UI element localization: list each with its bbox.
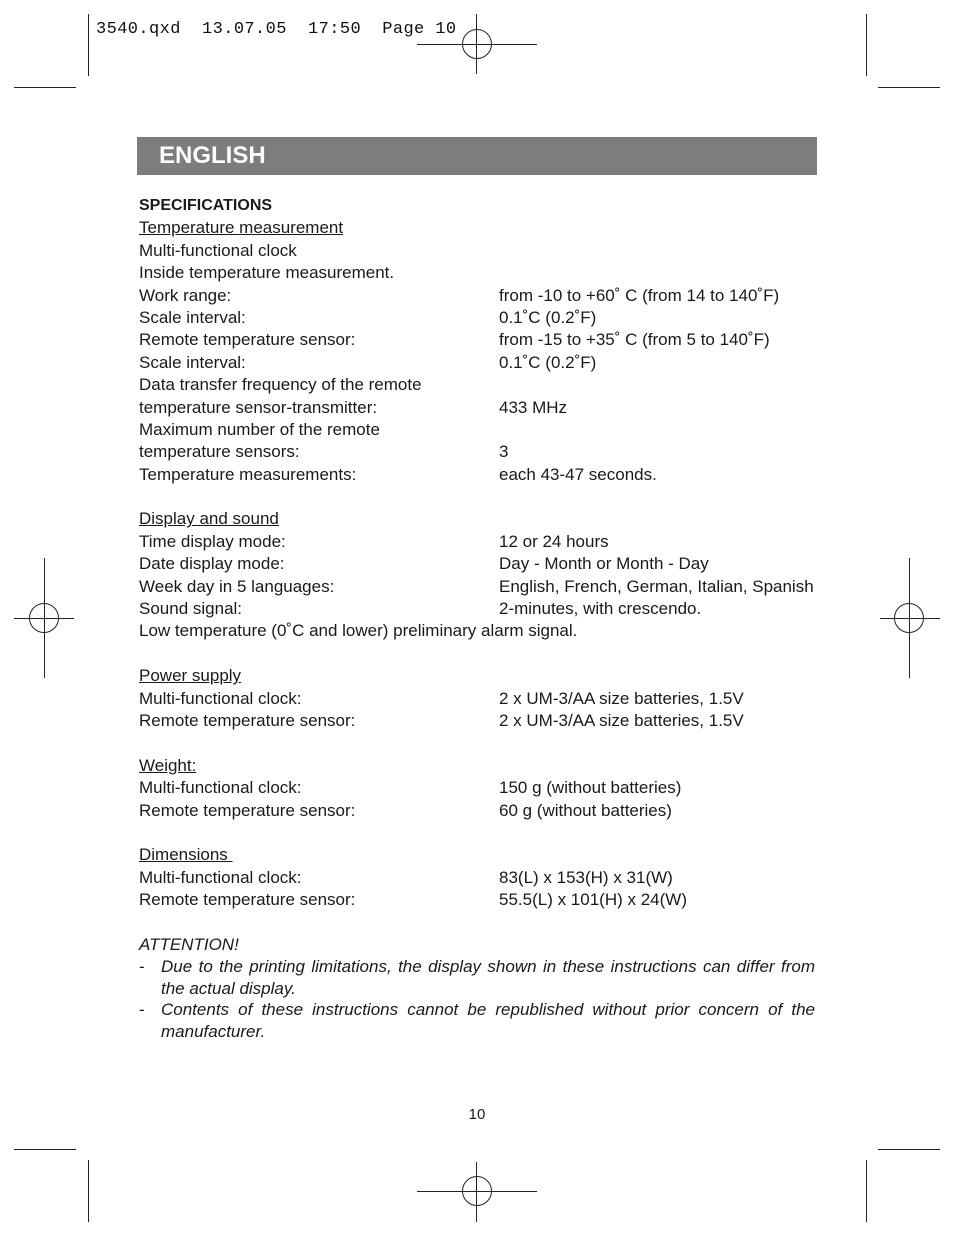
display-heading: Display and sound [139,509,279,529]
temperature-intro: Multi-functional clock [139,240,297,260]
print-slug: 3540.qxd 13.07.05 17:50 Page 10 [96,20,457,39]
spec-label: Remote temperature sensor: [139,330,356,350]
spec-value: 12 or 24 hours [499,531,609,551]
language-banner [137,137,817,175]
spec-row [139,329,815,351]
spec-label: temperature sensor-transmitter: [139,397,378,417]
spec-row [139,352,815,374]
spec-value: 433 MHz [499,397,568,417]
attention-title: ATTENTION! [139,934,239,954]
spec-label: Week day in 5 languages: [139,576,335,596]
spec-row [139,710,815,732]
power-heading: Power supply [139,666,242,686]
spec-label: temperature sensors: [139,442,300,462]
spec-row [139,867,815,889]
spec-value: 2 x UM-3/AA size batteries, 1.5V [499,710,744,730]
spec-label: Scale interval: [139,307,246,327]
spec-label: Data transfer frequency of the remote [139,375,422,395]
spec-row [139,889,815,911]
spec-value: 60 g (without batteries) [499,800,672,820]
spec-row [139,598,815,620]
attention-note [139,999,815,1042]
alarm-line: Low temperature (0˚C and lower) preliminary alarm signal. [139,621,578,641]
spec-value: 3 [499,442,509,462]
crop-mark-line [878,87,940,88]
spec-row [139,576,815,598]
spec-value: English, French, German, Italian, Spanish [499,576,814,596]
specifications-heading: SPECIFICATIONS [139,197,273,214]
spec-row [139,800,815,822]
spec-row [139,307,815,329]
spec-value: Day - Month or Month - Day [499,554,709,574]
spec-label: Multi-functional clock: [139,778,302,798]
spec-value: 0.1˚C (0.2˚F) [499,352,597,372]
crop-mark-line [866,14,867,76]
spec-row [139,688,815,710]
attention-note-text: Due to the printing limitations, the display shown in these instructions can differ from the actual display. [161,957,815,998]
spec-label: Multi-functional clock: [139,688,302,708]
weight-heading: Weight: [139,755,197,775]
spec-row [139,553,815,575]
dimensions-heading: Dimensions [139,845,233,865]
spec-label: Sound signal: [139,599,243,619]
spec-value: from -10 to +60˚ C (from 14 to 140˚F) [499,285,780,305]
crop-mark-line [14,87,76,88]
spec-row [139,531,815,553]
crop-mark-line [878,1149,940,1150]
crop-mark-line [866,1160,867,1222]
spec-value: from -15 to +35˚ C (from 5 to 140˚F) [499,330,770,350]
spec-value: 2-minutes, with crescendo. [499,599,702,619]
crop-mark-line [88,1160,89,1222]
banner-title: ENGLISH [159,142,266,169]
spec-value: 0.1˚C (0.2˚F) [499,307,597,327]
spec-value: each 43-47 seconds. [499,464,657,484]
spec-row [139,397,815,419]
spec-label: Date display mode: [139,554,285,574]
note-dash: - [139,1000,145,1020]
page-number: 10 [468,1106,486,1123]
spec-label: Scale interval: [139,352,246,372]
crop-mark-line [14,1149,76,1150]
spec-row [139,441,815,463]
spec-label: Multi-functional clock: [139,867,302,887]
spec-label: Work range: [139,285,232,305]
spec-value: 2 x UM-3/AA size batteries, 1.5V [499,688,744,708]
spec-row [139,285,815,307]
spec-label: Maximum number of the remote [139,419,380,439]
temperature-heading: Temperature measurement [139,218,344,238]
spec-label: Remote temperature sensor: [139,890,356,910]
attention-note-text: Contents of these instructions cannot be republished without prior concern of the manufacturer. [161,1000,815,1041]
note-dash: - [139,957,145,977]
spec-value: 83(L) x 153(H) x 31(W) [499,867,673,887]
crop-mark-line [88,14,89,76]
spec-value: 55.5(L) x 101(H) x 24(W) [499,890,687,910]
spec-row [139,777,815,799]
spec-label: Time display mode: [139,531,286,551]
attention-note [139,956,815,999]
spec-label: Remote temperature sensor: [139,800,356,820]
spec-row [139,464,815,486]
specifications-section [139,195,815,1042]
spec-value: 150 g (without batteries) [499,778,682,798]
spec-label: Remote temperature sensor: [139,710,356,730]
temperature-intro: Inside temperature measurement. [139,263,395,283]
spec-label: Temperature measurements: [139,464,357,484]
